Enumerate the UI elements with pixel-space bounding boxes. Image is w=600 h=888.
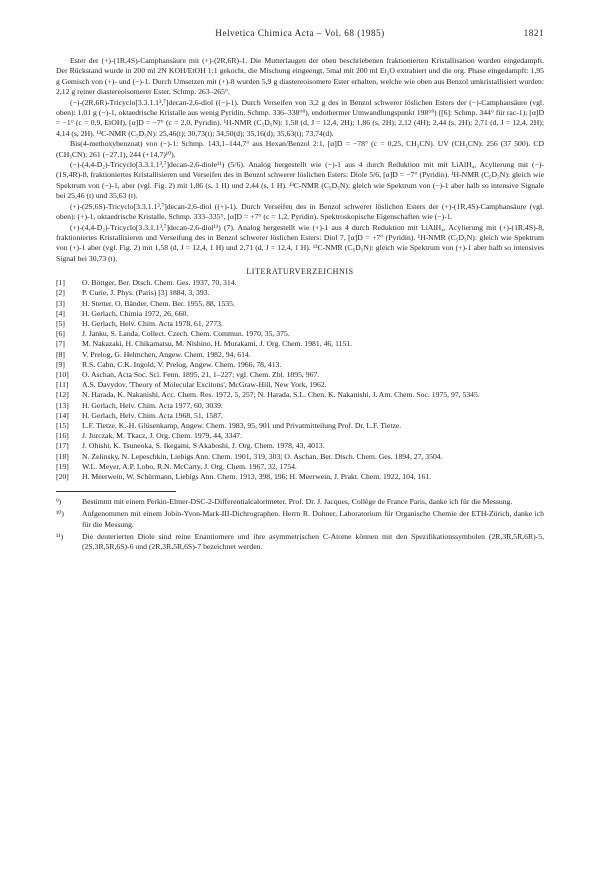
- reference-item: [56, 462, 544, 472]
- reference-number: [16]: [56, 431, 69, 441]
- reference-number: [12]: [56, 390, 69, 400]
- reference-number: [17]: [56, 441, 69, 451]
- paragraph-deuterated-diol-7: (+)-(4,4-D₂)-Tricyclo[3.3.1.1³,⁷]decan-2,6-diol¹¹) (7). Analog hergestellt wie (+)-1 aus 4 durch Reduktion mit LiAlH₄, Acylierung mit (+)-(1R,4S)-8, fraktioniertes Kristallisieren und Verseifung des in Benzol schwerer löslichen Esters: Diol 7, [α]D = +7° (Pyridin). ¹H-NMR (C₅D₅N): gleich wie Spektrum von (+)-1 aber (vgl. Fig. 2) mit 1,58 (d, J = 12,4, 1 H) und 2,71 (d, J = 12,4, 1 H). ¹³C-NMR (C₅D₅N): gleich wie Spektrum von (+)-1 aber halb so intensives Signal bei 30,73 (t).: [56, 222, 544, 263]
- reference-text: V. Prelog, G. Helmchen, Angew. Chem. 1982, 94, 614.: [82, 349, 251, 359]
- reference-item: [56, 441, 544, 451]
- reference-item: [56, 411, 544, 421]
- reference-text: M. Nakazaki, H. Chikamatsu, M. Nishino, H. Murakami, J. Org. Chem. 1981, 46, 1151.: [82, 339, 353, 349]
- reference-number: [18]: [56, 451, 69, 461]
- paragraph-bis-methoxybenzoate: Bis(4-methoxybenzoat) von (−)-1: Schmp. 143,1–144,7° aus Hexan/Benzol 2:1, [α]D = −78° (c = 0,25, CH₃CN). UV (CH₃CN): 256 (37 500). CD (CH₃CN): 261 (−27,1), 244 (+14,7)¹⁰).: [56, 139, 544, 159]
- reference-text: O. Aschan, Acta Soc. Sci. Fenn. 1895, 21, 1–227; vgl. Chem. Zbl. 1895, 967.: [82, 369, 320, 379]
- experimental-section: [56, 56, 544, 264]
- reference-number: [3]: [56, 298, 65, 308]
- footnote-text: Die deuterierten Diole sind reine Enantiomere und ihre asymmetrischen C-Atome können mit den Spezifikationssymbolen (2R,3R,5R,6R)-5, (2S,3R,5R,6S)-6 und (2R,3R,5R,6S)-7 bezeichnet werden.: [82, 531, 544, 551]
- reference-item: [56, 299, 544, 309]
- footnote-number: ¹⁰): [56, 509, 64, 519]
- footnote-text: Bestimmt mit einem Perkin-Elmer-DSC-2-Differentialcalorimeter. Prof. Dr. J. Jacques, Collège de France Paris, danke ich für die Messung.: [82, 497, 513, 507]
- reference-item: [56, 360, 544, 370]
- reference-item: [56, 452, 544, 462]
- reference-item: [56, 350, 544, 360]
- reference-item: [56, 472, 544, 482]
- reference-number: [9]: [56, 359, 65, 369]
- reference-text: H. Stetter, O. Bänder, Chem. Ber. 1955, 88, 1535.: [82, 298, 235, 308]
- reference-number: [13]: [56, 400, 69, 410]
- reference-item: [56, 390, 544, 400]
- reference-text: R.S. Cahn, C.K. Ingold, V. Prelog, Angew. Chem. 1966, 78, 413.: [82, 359, 282, 369]
- reference-item: [56, 370, 544, 380]
- reference-number: [5]: [56, 318, 65, 328]
- footnote-number: ¹¹): [56, 531, 64, 541]
- footnote-item: [56, 532, 544, 552]
- footnote-list: [56, 497, 544, 552]
- reference-text: A.S. Davydov, 'Theory of Molecular Excitons', McGraw-Hill, New York, 1962.: [82, 380, 327, 390]
- reference-item: [56, 431, 544, 441]
- footnote-number: ⁹): [56, 497, 62, 507]
- reference-text: H. Gerlach, Chimia 1972, 26, 660.: [82, 308, 189, 318]
- paragraph-deuterated-diols-5-6: (−)-(4,4-D₂)-Tricyclo[3.3.1.1³,⁷]decan-2,6-diole¹¹) (5/6). Analog hergestellt wie (−)-1 aus 4 durch Reduktion mit mit LiAlH₄, Acylierung mit (−)-(1S,4R)-8, fraktioniertes Kristallisieren und Verseifen des in Benzol schwerer löslichen Esters: Diole 5/6, [α]D = −7° (Pyridin). ¹H-NMR (C₅D₅N): gleich wie Spektrum von (−)-1, aber (vgl. Fig. 2) mit 1,86 (s, 1 H) und 2,44 (s, 1 H). ¹³C-NMR (C₅D₅N): gleich wie Spektrum von (−)-1 aber halb so intensive Signale bei 25,46 (t) und 35,63 (t).: [56, 160, 544, 201]
- reference-number: [19]: [56, 461, 69, 471]
- reference-text: H. Gerlach, Helv. Chim. Acta 1968, 51, 1587.: [82, 410, 223, 420]
- running-header: [56, 28, 544, 44]
- reference-text: H. Gerlach, Helv. Chim. Acta 1977, 60, 3039.: [82, 400, 223, 410]
- paragraph-minus-diol: (−)-(2R,6R)-Tricyclo[3.3.1.1³,⁷]decan-2,6-diol ((−)-1). Durch Verseifen von 3,2 g des in Benzol schwerer löslichen Esters der (−)-Camphansäure (vgl. oben): 1,01 g (−)-1, oktaedrische Kristalle aus wenig Pyridin, Schmp. 336–338°⁹), endothermer Umwandlungspunkt 198°⁹) ([6]: Schmp. 344° für rac-1); [α]D = −1° (c = 0,9, EtOH), [α]D = −7° (c = 2,0, Pyridin). ¹H-NMR (C₅D₅N): 1,58 (d, J = 12,4, 2H); 1,86 (s, 2H); 2,12 (4H); 2,44 (s, 2H); 2,71 (d, J = 12,4, 2H); 4,14 (s, 2H). ¹³C-NMR (C₅D₅N): 25,46(t); 30,73(t); 34,50(d); 35,16(d); 35,63(t); 73,74(d).: [56, 97, 544, 138]
- footnote-item: [56, 497, 544, 507]
- reference-text: N. Harada, K. Nakanishi, Acc. Chem. Res. 1972, 5, 257; N. Harada, S.L. Chen, K. Nakanishi, J. Am. Chem. Soc. 1975, 97, 5345.: [82, 390, 480, 400]
- reference-text: N. Zelinsky, N. Lepeschkin, Liebigs Ann. Chem. 1901, 319, 303; O. Aschan, Ber. Dtsch. Chem. Ges. 1894, 27, 3504.: [82, 451, 443, 461]
- reference-item: [56, 421, 544, 431]
- reference-text: H. Meerwein, W. Schürmann, Liebigs Ann. Chem. 1913, 398, 196; H. Meerwein, J. Prakt. Chem. 1922, 104, 161.: [82, 471, 432, 481]
- references-heading: LITERATURVERZEICHNIS: [246, 267, 354, 277]
- reference-number: [8]: [56, 349, 65, 359]
- reference-number: [11]: [56, 380, 69, 390]
- reference-item: [56, 278, 544, 288]
- reference-item: [56, 319, 544, 329]
- reference-text: P. Curie, J. Phys. (Paris) [3] 1884, 3, 393.: [82, 288, 210, 298]
- footnote-divider: [56, 491, 176, 492]
- reference-item: [56, 401, 544, 411]
- reference-number: [1]: [56, 278, 65, 288]
- paragraph-plus-diol: (+)-(2S,6S)-Tricyclo[3.3.1.1³,⁷]decan-2,6-diol ((+)-1). Durch Verseifen des in Benzol schwerer löslichen Esters der (+)-(1R,4S)-Camphansäure (vgl. oben): (+)-1, oktaedrische Kristalle, Schmp. 333–335°, [α]D = +7° (c = 1,2, Pyridin). Spektroskopische Eigenschaften wie (−)-1.: [56, 201, 544, 222]
- reference-number: [10]: [56, 369, 69, 379]
- reference-number: [7]: [56, 339, 65, 349]
- reference-text: O. Böttger, Ber. Dtsch. Chem. Ges. 1937, 70, 314.: [82, 278, 237, 288]
- paragraph-camphanate-ester: Ester der (+)-(1R,4S)-Camphansäure mit (+)-(2R,6R)-1. Die Mutterlaugen der oben beschriebenen fraktionierten Kristallisation wurden eingedampft. Der Rückstand wurde in 200 ml 2N KOH/EtOH 1:1 gekocht, die Mischung eingeengt, 5mal mit 200 ml Et₂O extrahiert und die org. Phase eingedampft: 1,95 g Gemisch von (+)- und (−)-1. Durch Umsetzen mit (+)-8 wurden 5,9 g diastereoisomere Ester erhalten, welche wie oben aus Benzol umkristallisiert wurden: 2,12 g reiner diastereoisomerer Ester, Schmp. 263–265°.: [56, 56, 544, 97]
- reference-item: [56, 309, 544, 319]
- reference-text: L.F. Tietze, K.-H. Glüsenkamp, Angew. Chem. 1983, 95, 901 und Privatmitteilung Prof. Dr. L.F. Tietze.: [82, 420, 402, 430]
- footnote-item: [56, 509, 544, 529]
- reference-text: J. Ohishi, K. Tsuneoka, S. Ikegami, S Akaboshi, J. Org. Chem. 1978, 43, 4013.: [82, 441, 325, 451]
- journal-page: [56, 28, 544, 554]
- reference-list: [56, 278, 544, 482]
- reference-text: H. Gerlach, Helv. Chim. Acta 1978, 61, 2773.: [82, 318, 223, 328]
- reference-number: [14]: [56, 410, 69, 420]
- reference-item: [56, 339, 544, 349]
- reference-text: J. Jurczak, M. Tkacz, J. Org. Chem. 1979, 44, 3347.: [82, 431, 243, 441]
- reference-number: [4]: [56, 308, 65, 318]
- reference-number: [2]: [56, 288, 65, 298]
- reference-number: [20]: [56, 471, 69, 481]
- reference-item: [56, 380, 544, 390]
- reference-number: [15]: [56, 420, 69, 430]
- reference-item: [56, 329, 544, 339]
- reference-item: [56, 288, 544, 298]
- reference-text: J. Janku, S. Landa, Collect. Czech. Chem. Commun. 1970, 35, 375.: [82, 329, 290, 339]
- page-number: 1821: [523, 28, 544, 38]
- journal-title: Helvetica Chimica Acta – Vol. 68 (1985): [215, 28, 385, 38]
- reference-text: W.L. Meyer, A.P. Lobo, R.N. McCarty, J. Org. Chem. 1967, 32, 1754.: [82, 461, 297, 471]
- reference-number: [6]: [56, 329, 65, 339]
- footnote-text: Aufgenommen mit einem Jobin-Yvon-Mark-III-Dichrographen. Herrn R. Dohner, Laboratorium für Organische Chemie der ETH-Zürich, danke ich für die Messung.: [82, 509, 544, 529]
